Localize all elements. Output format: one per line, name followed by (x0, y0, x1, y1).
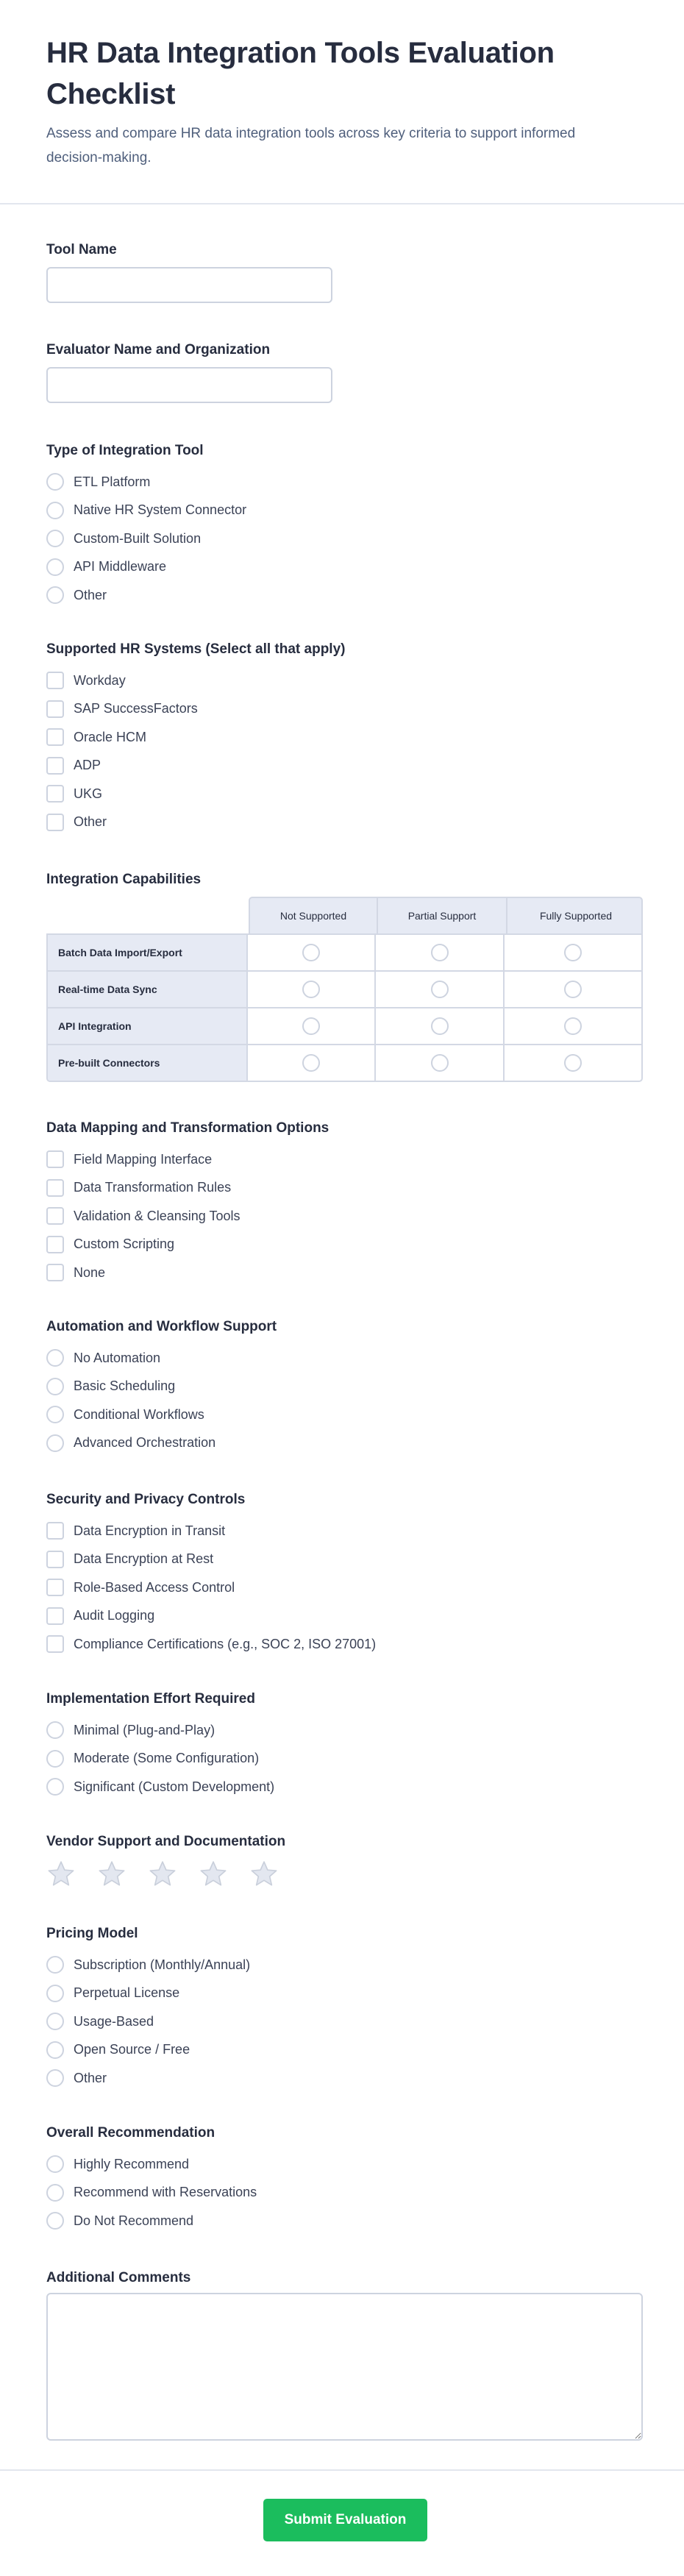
option-label: Other (74, 587, 107, 602)
option-label: Conditional Workflows (74, 1406, 204, 1422)
option-label: Oracle HCM (74, 729, 147, 744)
security-controls-group (46, 1489, 643, 1659)
option-label: Subscription (Monthly/Annual) (74, 1957, 251, 1972)
radio-option[interactable] (46, 1773, 643, 1801)
radio-button[interactable] (302, 981, 320, 998)
checkbox[interactable] (46, 785, 64, 803)
radio-button[interactable] (46, 1434, 64, 1452)
matrix-cell (376, 935, 505, 970)
option-label: SAP SuccessFactors (74, 701, 198, 716)
radio-button[interactable] (564, 1017, 582, 1035)
matrix-column-header: Partial Support (378, 898, 507, 933)
matrix-cell (376, 1045, 505, 1081)
matrix-cell (376, 1008, 505, 1044)
radio-button[interactable] (46, 1721, 64, 1739)
option-label: Data Encryption at Rest (74, 1551, 214, 1567)
star-icon[interactable] (199, 1859, 228, 1888)
matrix-cell (248, 1045, 376, 1081)
radio-option[interactable] (46, 1979, 643, 2008)
hr-systems-group (46, 638, 643, 836)
field-label: Security and Privacy Controls (46, 1492, 246, 1507)
radio-option[interactable] (46, 553, 643, 582)
checkbox-option[interactable] (46, 1517, 643, 1545)
checkbox[interactable] (46, 700, 64, 718)
field-label: Supported HR Systems (Select all that apply) (46, 641, 346, 657)
field-label: Overall Recommendation (46, 2125, 215, 2141)
field-label: Vendor Support and Documentation (46, 1834, 286, 1849)
option-label: Highly Recommend (74, 2156, 190, 2171)
checkbox[interactable] (46, 1551, 64, 1568)
option-label: UKG (74, 786, 103, 801)
radio-button[interactable] (564, 944, 582, 961)
option-label: Open Source / Free (74, 2042, 190, 2057)
option-label: Compliance Certifications (e.g., SOC 2, ISO 27001) (74, 1636, 377, 1651)
radio-button[interactable] (46, 502, 64, 519)
checkbox[interactable] (46, 1522, 64, 1540)
radio-button[interactable] (46, 2069, 64, 2087)
radio-button[interactable] (46, 473, 64, 491)
footer-divider (0, 2469, 684, 2471)
recommendation-group (46, 2122, 643, 2235)
radio-button[interactable] (46, 2155, 64, 2173)
radio-option[interactable] (46, 1745, 643, 1773)
option-label: Audit Logging (74, 1608, 155, 1623)
matrix-row (48, 972, 641, 1008)
page-title: HR Data Integration Tools Evaluation Checklist (46, 37, 555, 110)
checkbox[interactable] (46, 1579, 64, 1596)
checkbox[interactable] (46, 1236, 64, 1253)
integration-type-group (46, 440, 643, 610)
radio-button[interactable] (46, 558, 64, 576)
radio-button[interactable] (431, 981, 449, 998)
tool-name-input[interactable] (46, 267, 332, 303)
option-label: Minimal (Plug-and-Play) (74, 1722, 215, 1737)
option-label: Data Transformation Rules (74, 1180, 232, 1195)
option-label: Native HR System Connector (74, 502, 247, 518)
comments-field (46, 2267, 643, 2441)
checkbox-option[interactable] (46, 808, 643, 837)
radio-option[interactable] (46, 497, 643, 525)
field-label: Additional Comments (46, 2270, 191, 2285)
radio-option[interactable] (46, 1344, 643, 1373)
option-label: Validation & Cleansing Tools (74, 1208, 241, 1223)
radio-button[interactable] (46, 586, 64, 604)
checkbox-option[interactable] (46, 1202, 643, 1231)
radio-button[interactable] (564, 981, 582, 998)
field-label: Integration Capabilities (46, 872, 202, 887)
evaluator-field (46, 339, 643, 403)
radio-button[interactable] (564, 1054, 582, 1072)
matrix-cell (505, 1045, 641, 1081)
radio-option[interactable] (46, 1401, 643, 1429)
radio-option[interactable] (46, 524, 643, 553)
radio-option[interactable] (46, 2150, 643, 2179)
radio-option[interactable] (46, 2179, 643, 2207)
field-label: Pricing Model (46, 1926, 138, 1941)
vendor-support-field (46, 1831, 643, 1888)
radio-button[interactable] (302, 944, 320, 961)
tool-name-field (46, 239, 643, 303)
radio-button[interactable] (46, 1956, 64, 1974)
matrix-row (48, 935, 641, 972)
option-label: Custom Scripting (74, 1237, 175, 1252)
checkbox-option[interactable] (46, 723, 643, 752)
star-rating (46, 1859, 643, 1888)
automation-group (46, 1316, 643, 1457)
option-label: No Automation (74, 1350, 161, 1365)
option-label: ADP (74, 758, 101, 773)
radio-button[interactable] (46, 1406, 64, 1423)
checkbox[interactable] (46, 1607, 64, 1625)
matrix-row-label: Batch Data Import/Export (48, 935, 248, 970)
data-mapping-group (46, 1117, 643, 1287)
radio-button[interactable] (46, 530, 64, 547)
option-label: Usage-Based (74, 2013, 154, 2029)
option-label: Workday (74, 672, 126, 688)
star-icon[interactable] (46, 1859, 76, 1888)
matrix-cell (505, 935, 641, 970)
checkbox[interactable] (46, 1264, 64, 1281)
header-divider (0, 203, 684, 204)
star-icon[interactable] (97, 1859, 127, 1888)
matrix-cell (248, 972, 376, 1007)
radio-button[interactable] (302, 1017, 320, 1035)
radio-option[interactable] (46, 2036, 643, 2065)
option-label: Other (74, 814, 107, 830)
checkbox[interactable] (46, 1150, 64, 1168)
checkbox[interactable] (46, 1207, 64, 1225)
evaluator-input[interactable] (46, 367, 332, 403)
field-label: Implementation Effort Required (46, 1691, 255, 1707)
option-label: Basic Scheduling (74, 1378, 176, 1394)
option-label: Perpetual License (74, 1985, 180, 2001)
checkbox-option[interactable] (46, 780, 643, 808)
matrix-row-label: Real-time Data Sync (48, 972, 248, 1007)
option-label: Other (74, 2070, 107, 2085)
option-label: ETL Platform (74, 474, 151, 489)
option-label: Moderate (Some Configuration) (74, 1751, 260, 1766)
submit-evaluation-button[interactable]: Submit Evaluation (263, 2499, 427, 2541)
matrix-column-header: Fully Supported (539, 910, 613, 922)
checkbox-option[interactable] (46, 1630, 643, 1659)
matrix-cell (376, 972, 505, 1007)
radio-button[interactable] (46, 1985, 64, 2002)
radio-button[interactable] (46, 2041, 64, 2059)
checkbox-option[interactable] (46, 1545, 643, 1574)
radio-button[interactable] (302, 1054, 320, 1072)
option-label: Recommend with Reservations (74, 2185, 257, 2200)
matrix-row-label: API Integration (48, 1008, 248, 1044)
radio-button[interactable] (46, 2212, 64, 2230)
checkbox[interactable] (46, 1179, 64, 1197)
field-label: Type of Integration Tool (46, 443, 204, 458)
option-label: Custom-Built Solution (74, 530, 202, 546)
field-label: Evaluator Name and Organization (46, 342, 271, 357)
matrix-row-label: Pre-built Connectors (48, 1045, 248, 1081)
field-label: Tool Name (46, 242, 117, 257)
field-label: Data Mapping and Transformation Options (46, 1120, 329, 1136)
checkbox[interactable] (46, 672, 64, 689)
matrix-cell (248, 1008, 376, 1044)
option-label: Advanced Orchestration (74, 1435, 216, 1451)
option-label: API Middleware (74, 559, 167, 574)
radio-option[interactable] (46, 581, 643, 610)
checkbox-option[interactable] (46, 666, 643, 695)
checkbox-option[interactable] (46, 1145, 643, 1174)
star-icon[interactable] (249, 1859, 279, 1888)
matrix-cell (505, 1008, 641, 1044)
pricing-model-group (46, 1923, 643, 2093)
form-header (46, 32, 635, 170)
radio-button[interactable] (431, 944, 449, 961)
radio-button[interactable] (46, 1349, 64, 1367)
option-label: Data Encryption in Transit (74, 1523, 226, 1538)
matrix-cell (248, 935, 376, 970)
radio-button[interactable] (46, 1778, 64, 1796)
radio-button[interactable] (46, 2013, 64, 2030)
radio-button[interactable] (46, 1378, 64, 1395)
implementation-effort-group (46, 1688, 643, 1801)
option-label: None (74, 1264, 106, 1280)
checkbox-option[interactable] (46, 1259, 643, 1287)
page-subtitle: Assess and compare HR data integration tools across key criteria to support informed decision-making. (46, 126, 576, 166)
star-icon[interactable] (148, 1859, 177, 1888)
comments-textarea[interactable] (46, 2293, 643, 2441)
checkbox-option[interactable] (46, 1573, 643, 1602)
matrix-header (249, 897, 643, 933)
radio-button[interactable] (431, 1054, 449, 1072)
option-label: Significant (Custom Development) (74, 1779, 275, 1794)
radio-button[interactable] (46, 1750, 64, 1768)
radio-option[interactable] (46, 2007, 643, 2036)
matrix-row (48, 1008, 641, 1045)
checkbox-option[interactable] (46, 1602, 643, 1631)
option-label: Field Mapping Interface (74, 1151, 213, 1167)
checkbox-option[interactable] (46, 752, 643, 780)
radio-button[interactable] (431, 1017, 449, 1035)
option-label: Do Not Recommend (74, 2213, 194, 2228)
radio-option[interactable] (46, 2064, 643, 2093)
radio-option[interactable] (46, 1373, 643, 1401)
checkbox[interactable] (46, 728, 64, 746)
radio-option[interactable] (46, 1429, 643, 1458)
capabilities-matrix-field (46, 869, 643, 1082)
field-label: Automation and Workflow Support (46, 1319, 277, 1334)
radio-option[interactable] (46, 1951, 643, 1979)
radio-option[interactable] (46, 1716, 643, 1745)
radio-option[interactable] (46, 468, 643, 497)
matrix-row (48, 1045, 641, 1081)
checkbox-option[interactable] (46, 1174, 643, 1203)
checkbox-option[interactable] (46, 695, 643, 724)
matrix-column-header: Not Supported (250, 898, 378, 933)
radio-option[interactable] (46, 2207, 643, 2235)
matrix-body (46, 933, 643, 1082)
checkbox[interactable] (46, 1635, 64, 1653)
checkbox[interactable] (46, 757, 64, 775)
capabilities-matrix (46, 897, 643, 1082)
radio-button[interactable] (46, 2184, 64, 2202)
checkbox-option[interactable] (46, 1231, 643, 1259)
checkbox[interactable] (46, 814, 64, 831)
option-label: Role-Based Access Control (74, 1579, 235, 1595)
matrix-cell (505, 972, 641, 1007)
